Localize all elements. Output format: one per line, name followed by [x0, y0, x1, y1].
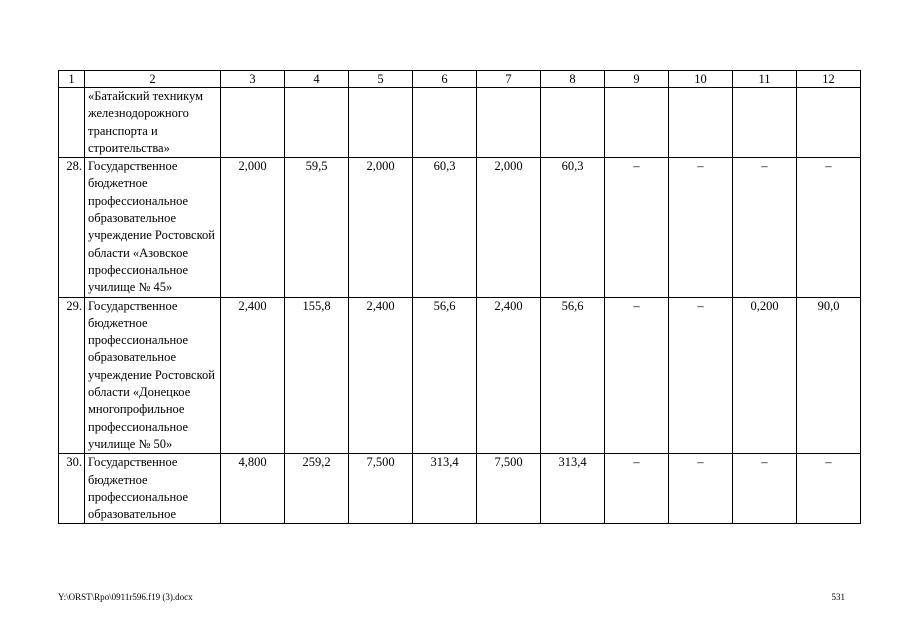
table-cell: 7,500 [349, 454, 413, 524]
table-cell: 90,0 [797, 297, 861, 454]
table-row [59, 297, 861, 454]
table-cell [285, 88, 349, 158]
row-number: 30. [59, 454, 85, 524]
table-cell [413, 88, 477, 158]
table-cell: – [669, 158, 733, 297]
table-cell: 155,8 [285, 297, 349, 454]
document-path: Y:\ORST\Rpo\0911r596.f19 (3).docx [58, 592, 193, 602]
row-number: 28. [59, 158, 85, 297]
column-header: 6 [413, 71, 477, 88]
table-cell: 4,800 [221, 454, 285, 524]
table-cell [349, 88, 413, 158]
table-cell: 2,400 [221, 297, 285, 454]
table-cell [797, 88, 861, 158]
column-header: 7 [477, 71, 541, 88]
table-cell: 2,400 [349, 297, 413, 454]
table-cell [221, 88, 285, 158]
table-cell: 7,500 [477, 454, 541, 524]
table-cell [541, 88, 605, 158]
table-row [59, 88, 861, 158]
table-cell: 2,000 [349, 158, 413, 297]
table-cell: – [797, 454, 861, 524]
institution-name: Государственное бюджетное профессиональное образовательное учреждение Ростовской области «Донецкое многопрофильное профессиональное училище № 50» [85, 297, 221, 454]
table-cell: 2,000 [477, 158, 541, 297]
column-header: 4 [285, 71, 349, 88]
column-header: 5 [349, 71, 413, 88]
column-header: 9 [605, 71, 669, 88]
table-cell: 56,6 [413, 297, 477, 454]
column-number-row [59, 71, 861, 88]
table-cell: – [797, 158, 861, 297]
table-cell: – [733, 454, 797, 524]
row-number [59, 88, 85, 158]
table-cell [477, 88, 541, 158]
page-number: 531 [831, 592, 845, 602]
institution-name: «Батайский техникум железнодорожного транспорта и строительства» [85, 88, 221, 158]
column-header: 1 [59, 71, 85, 88]
table-cell: – [669, 297, 733, 454]
column-header: 3 [221, 71, 285, 88]
column-header: 11 [733, 71, 797, 88]
table-row [59, 454, 861, 524]
column-header: 8 [541, 71, 605, 88]
table-cell: – [669, 454, 733, 524]
table-cell: 0,200 [733, 297, 797, 454]
table-cell: 60,3 [541, 158, 605, 297]
table-cell: – [733, 158, 797, 297]
column-header: 10 [669, 71, 733, 88]
table-row [59, 158, 861, 297]
table-cell: 60,3 [413, 158, 477, 297]
institution-name: Государственное бюджетное профессиональное образовательное [85, 454, 221, 524]
table-cell: 59,5 [285, 158, 349, 297]
table-cell [733, 88, 797, 158]
table-cell [605, 88, 669, 158]
table-cell: – [605, 297, 669, 454]
table-cell: 313,4 [541, 454, 605, 524]
column-header: 2 [85, 71, 221, 88]
table-cell: 2,400 [477, 297, 541, 454]
table-cell [669, 88, 733, 158]
row-number: 29. [59, 297, 85, 454]
table-cell: – [605, 158, 669, 297]
table-cell: 313,4 [413, 454, 477, 524]
institution-name: Государственное бюджетное профессиональное образовательное учреждение Ростовской области «Азовское профессиональное училище № 45» [85, 158, 221, 297]
column-header: 12 [797, 71, 861, 88]
table-cell: 2,000 [221, 158, 285, 297]
data-table [58, 70, 861, 524]
table-cell: 56,6 [541, 297, 605, 454]
table-cell: 259,2 [285, 454, 349, 524]
table-cell: – [605, 454, 669, 524]
